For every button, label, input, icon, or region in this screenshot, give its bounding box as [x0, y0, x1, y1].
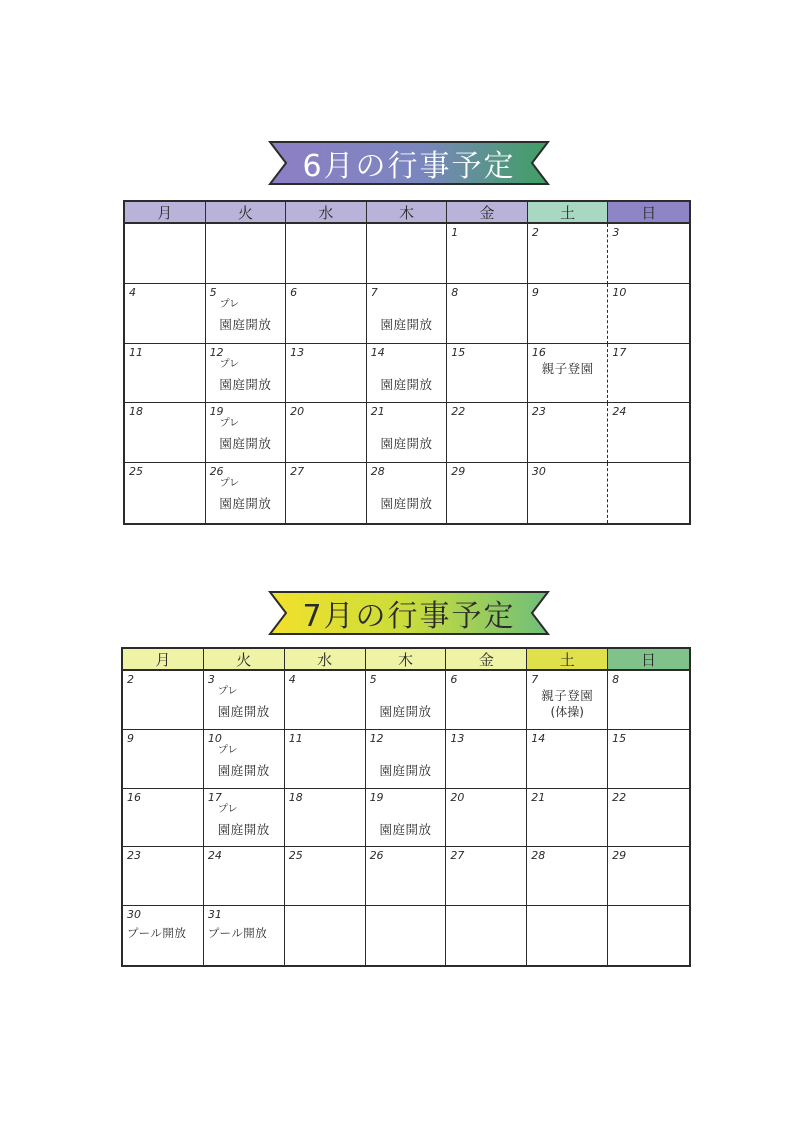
day-number: 29 [451, 465, 466, 479]
june-calendar [123, 200, 691, 525]
day-number: 11 [129, 345, 143, 359]
day-number: 18 [129, 405, 143, 419]
day-number: 20 [290, 405, 305, 419]
calendar-day-cell [447, 463, 528, 523]
day-number: 15 [451, 345, 466, 359]
day-number: 27 [290, 465, 305, 479]
day-number: 16 [531, 345, 546, 359]
calendar-day-cell [285, 847, 366, 906]
calendar-day-cell [528, 463, 609, 523]
day-number: 13 [290, 345, 305, 359]
event-label: 園庭開放 [380, 376, 433, 392]
weekday-header: 土 [527, 649, 608, 671]
calendar-day-cell [527, 789, 608, 848]
calendar-day-cell [608, 906, 689, 965]
calendar-day-cell [204, 906, 285, 965]
calendar-day-cell [366, 906, 447, 965]
calendar-day-cell [366, 789, 447, 848]
day-number: 15 [612, 731, 627, 745]
day-number: 23 [127, 849, 141, 863]
calendar-day-cell [528, 224, 609, 284]
day-number: 4 [129, 285, 136, 299]
calendar-day-cell [608, 344, 689, 404]
weekday-header: 土 [528, 202, 609, 224]
calendar-day-cell [123, 847, 204, 906]
day-number: 3 [612, 226, 620, 239]
event-label: 親子登園 [541, 688, 594, 703]
calendar-day-cell [528, 284, 609, 344]
day-number: 30 [127, 908, 141, 922]
pre-label: プレ [217, 744, 238, 756]
calendar-day-cell [608, 284, 689, 344]
calendar-day-cell [447, 224, 528, 284]
calendar-day-cell [206, 344, 287, 404]
day-number: 5 [369, 673, 377, 686]
calendar-day-cell [446, 789, 527, 848]
event-label: 園庭開放 [380, 316, 433, 332]
calendar-day-cell [285, 671, 366, 730]
weekday-header: 木 [366, 649, 447, 671]
calendar-day-cell [608, 403, 689, 463]
weekday-header: 日 [608, 202, 689, 224]
weekday-header: 火 [204, 649, 285, 671]
day-number: 19 [209, 405, 224, 419]
calendar-day-cell [366, 847, 447, 906]
calendar-day-cell [285, 730, 366, 789]
day-number: 26 [369, 849, 384, 863]
calendar-day-cell [446, 730, 527, 789]
day-number: 24 [207, 849, 222, 863]
weekday-header: 水 [285, 649, 366, 671]
pre-label: プレ [219, 478, 240, 490]
day-number: 3 [207, 673, 215, 686]
calendar-day-cell [608, 847, 689, 906]
calendar-day-cell [123, 671, 204, 730]
day-number: 11 [288, 731, 303, 745]
day-number: 17 [612, 345, 627, 359]
day-number: 2 [127, 673, 134, 686]
calendar-day-cell [608, 789, 689, 848]
calendar-day-cell [447, 403, 528, 463]
june-title-banner [268, 138, 550, 188]
calendar-day-cell [206, 463, 287, 523]
event-label: 園庭開放 [217, 704, 270, 719]
event-label: 園庭開放 [379, 821, 432, 837]
event-label: プール開放 [127, 926, 187, 941]
pre-label: プレ [217, 686, 238, 697]
event-label: 園庭開放 [219, 496, 272, 512]
calendar-day-cell [527, 847, 608, 906]
weekday-header: 水 [286, 202, 367, 224]
event-label: 親子登園 [541, 360, 594, 376]
calendar-day-cell [286, 224, 367, 284]
day-number: 20 [450, 790, 465, 804]
event-sub-label: (体操) [550, 705, 584, 719]
day-number: 17 [207, 790, 222, 804]
day-number: 18 [288, 790, 303, 804]
pre-label: プレ [217, 803, 238, 815]
july-title: 7月の行事予定 [302, 599, 516, 634]
calendar-day-cell [206, 284, 287, 344]
calendar-day-cell [123, 906, 204, 965]
calendar-day-cell [367, 284, 448, 344]
day-number: 5 [209, 285, 217, 299]
calendar-day-cell [608, 463, 689, 523]
calendar-day-cell [125, 224, 206, 284]
event-label: 園庭開放 [219, 436, 272, 452]
weekday-header: 月 [125, 202, 206, 224]
calendar-day-cell [204, 671, 285, 730]
calendar-day-cell [286, 344, 367, 404]
day-number: 9 [127, 731, 134, 745]
calendar-day-cell [123, 730, 204, 789]
calendar-day-cell [125, 344, 206, 404]
calendar-day-cell [204, 789, 285, 848]
calendar-day-cell [206, 224, 287, 284]
day-number: 28 [531, 849, 546, 863]
day-number: 2 [531, 226, 539, 239]
day-number: 30 [531, 465, 546, 479]
day-number: 19 [369, 790, 384, 804]
day-number: 29 [612, 849, 627, 863]
day-number: 14 [370, 345, 385, 359]
calendar-day-cell [367, 224, 448, 284]
day-number: 27 [450, 849, 465, 863]
day-number: 28 [370, 465, 385, 479]
calendar-day-cell [125, 463, 206, 523]
event-label: 園庭開放 [380, 496, 433, 512]
day-number: 12 [369, 731, 384, 745]
june-title: 6月の行事予定 [302, 149, 516, 184]
calendar-day-cell [206, 403, 287, 463]
day-number: 21 [370, 405, 385, 419]
weekday-header: 金 [446, 649, 527, 671]
calendar-day-cell [367, 463, 448, 523]
calendar-day-cell [286, 284, 367, 344]
july-calendar [121, 647, 691, 967]
day-number: 13 [450, 731, 465, 745]
calendar-day-cell [367, 344, 448, 404]
day-number: 22 [612, 790, 627, 804]
day-number: 24 [612, 405, 627, 419]
calendar-day-cell [125, 284, 206, 344]
calendar-day-cell [204, 847, 285, 906]
calendar-day-cell [367, 403, 448, 463]
day-number: 4 [288, 673, 296, 686]
day-number: 9 [531, 285, 539, 299]
pre-label: プレ [219, 298, 240, 310]
calendar-day-cell [446, 671, 527, 730]
weekday-header: 月 [123, 649, 204, 671]
day-number: 22 [451, 405, 466, 419]
calendar-day-cell [286, 463, 367, 523]
calendar-day-cell [527, 671, 608, 730]
day-number: 31 [207, 908, 222, 922]
event-label: 園庭開放 [219, 316, 272, 332]
event-label: 園庭開放 [380, 436, 433, 452]
calendar-day-cell [608, 730, 689, 789]
event-label: プール開放 [207, 926, 268, 941]
calendar-day-cell [285, 789, 366, 848]
event-label: 園庭開放 [217, 821, 270, 837]
calendar-day-cell [446, 906, 527, 965]
event-label: 園庭開放 [219, 376, 272, 392]
day-number: 6 [290, 285, 298, 299]
day-number: 12 [209, 345, 224, 359]
calendar-day-cell [527, 906, 608, 965]
calendar-day-cell [366, 730, 447, 789]
event-label: 園庭開放 [379, 704, 432, 719]
day-number: 6 [450, 673, 458, 686]
weekday-header: 金 [447, 202, 528, 224]
day-number: 23 [531, 405, 546, 419]
day-number: 8 [612, 673, 620, 686]
event-label: 園庭開放 [379, 762, 432, 778]
calendar-day-cell [366, 671, 447, 730]
day-number: 14 [531, 731, 546, 745]
day-number: 10 [207, 731, 222, 745]
day-number: 26 [209, 465, 224, 479]
day-number: 10 [612, 285, 627, 299]
day-number: 7 [531, 673, 539, 686]
calendar-day-cell [123, 789, 204, 848]
calendar-day-cell [528, 403, 609, 463]
weekday-header: 木 [367, 202, 448, 224]
day-number: 8 [451, 285, 459, 299]
day-number: 1 [451, 226, 459, 239]
day-number: 7 [370, 285, 378, 299]
day-number: 25 [129, 465, 143, 479]
pre-label: プレ [219, 358, 240, 370]
calendar-day-cell [447, 284, 528, 344]
calendar-day-cell [447, 344, 528, 404]
calendar-day-cell [125, 403, 206, 463]
day-number: 16 [127, 790, 141, 804]
july-title-banner [268, 588, 550, 638]
pre-label: プレ [219, 418, 240, 430]
calendar-day-cell [608, 224, 689, 284]
calendar-day-cell [608, 671, 689, 730]
calendar-day-cell [286, 403, 367, 463]
day-number: 21 [531, 790, 546, 804]
day-number: 25 [288, 849, 303, 863]
weekday-header: 火 [206, 202, 287, 224]
calendar-day-cell [527, 730, 608, 789]
calendar-day-cell [528, 344, 609, 404]
calendar-day-cell [446, 847, 527, 906]
event-label: 園庭開放 [217, 762, 270, 778]
calendar-day-cell [285, 906, 366, 965]
calendar-day-cell [204, 730, 285, 789]
weekday-header: 日 [608, 649, 689, 671]
